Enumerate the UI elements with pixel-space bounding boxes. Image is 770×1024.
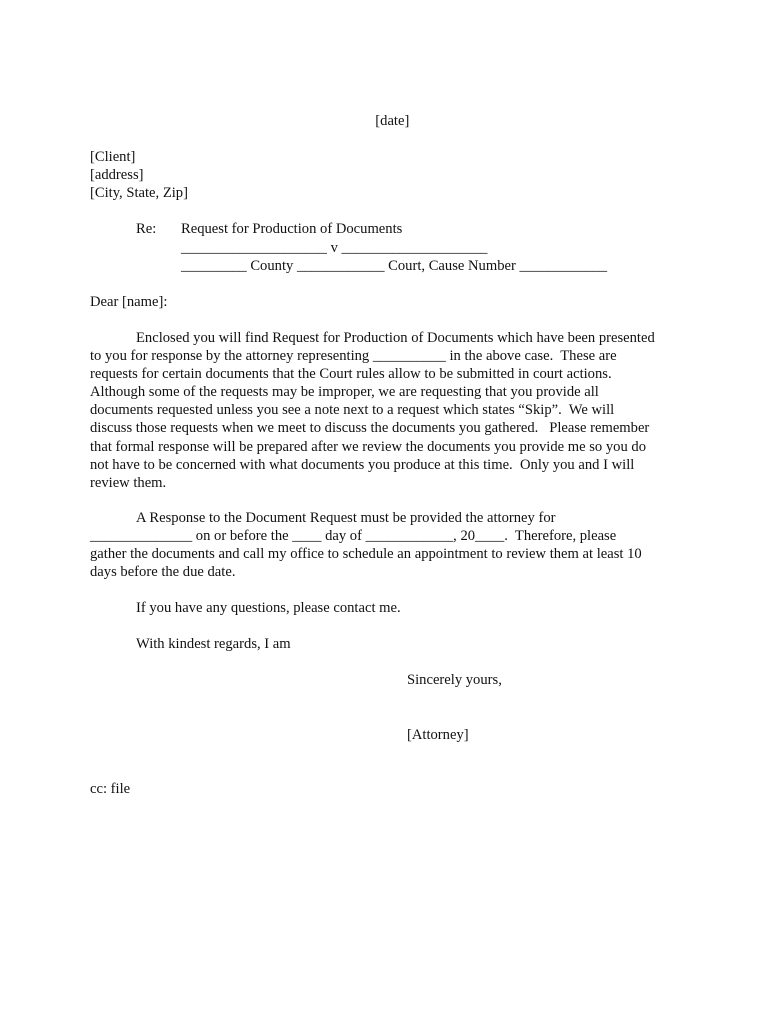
regards-line: With kindest regards, I am: [136, 636, 291, 652]
date-text: [date]: [375, 113, 410, 129]
paragraph-line: not have to be concerned with what documents you produce at this time. Only you and I will: [90, 456, 635, 473]
paragraph-line: A Response to the Document Request must be provided the attorney for: [136, 510, 556, 526]
body-paragraph-2: [90, 509, 680, 581]
paragraph-line: to you for response by the attorney representing __________ in the above case. These are: [90, 348, 617, 365]
re-subject: Request for Production of Documents: [181, 221, 403, 237]
paragraph-line: ______________ on or before the ____ day of ____________, 20____. Therefore, please: [90, 528, 617, 545]
recipient-client: [Client]: [90, 149, 136, 165]
signature-attorney: [Attorney]: [407, 727, 469, 743]
paragraph-line: documents requested unless you see a note next to a request which states “Skip”. We will: [90, 402, 615, 419]
recipient-city-state-zip: [City, State, Zip]: [90, 185, 188, 201]
body-paragraph-1: [90, 329, 680, 492]
paragraph-line: that formal response will be prepared after we review the documents you provide me so you do: [90, 438, 647, 455]
re-parties: ____________________ v ____________________: [181, 240, 488, 256]
cc-line: cc: file: [90, 781, 131, 797]
paragraph-line: review them.: [90, 474, 167, 491]
paragraph-line: Although some of the requests may be improper, we are requesting that you provide all: [90, 384, 599, 401]
paragraph-line: discuss those requests when we meet to discuss the documents you gathered. Please remember: [90, 420, 650, 437]
paragraph-line: Enclosed you will find Request for Production of Documents which have been presented: [136, 330, 655, 346]
closing: Sincerely yours,: [407, 672, 502, 688]
paragraph-line: days before the due date.: [90, 564, 236, 581]
recipient-address: [address]: [90, 167, 144, 183]
questions-line: If you have any questions, please contact me.: [136, 600, 401, 616]
paragraph-line: requests for certain documents that the Court rules allow to be submitted in court actions.: [90, 366, 612, 383]
salutation: Dear [name]:: [90, 294, 168, 310]
re-label: Re:: [136, 221, 157, 237]
re-court-line: _________ County ____________ Court, Cause Number ____________: [181, 258, 608, 274]
letter-date: [0, 94, 770, 148]
paragraph-line: gather the documents and call my office to schedule an appointment to review them at least 10: [90, 546, 642, 563]
